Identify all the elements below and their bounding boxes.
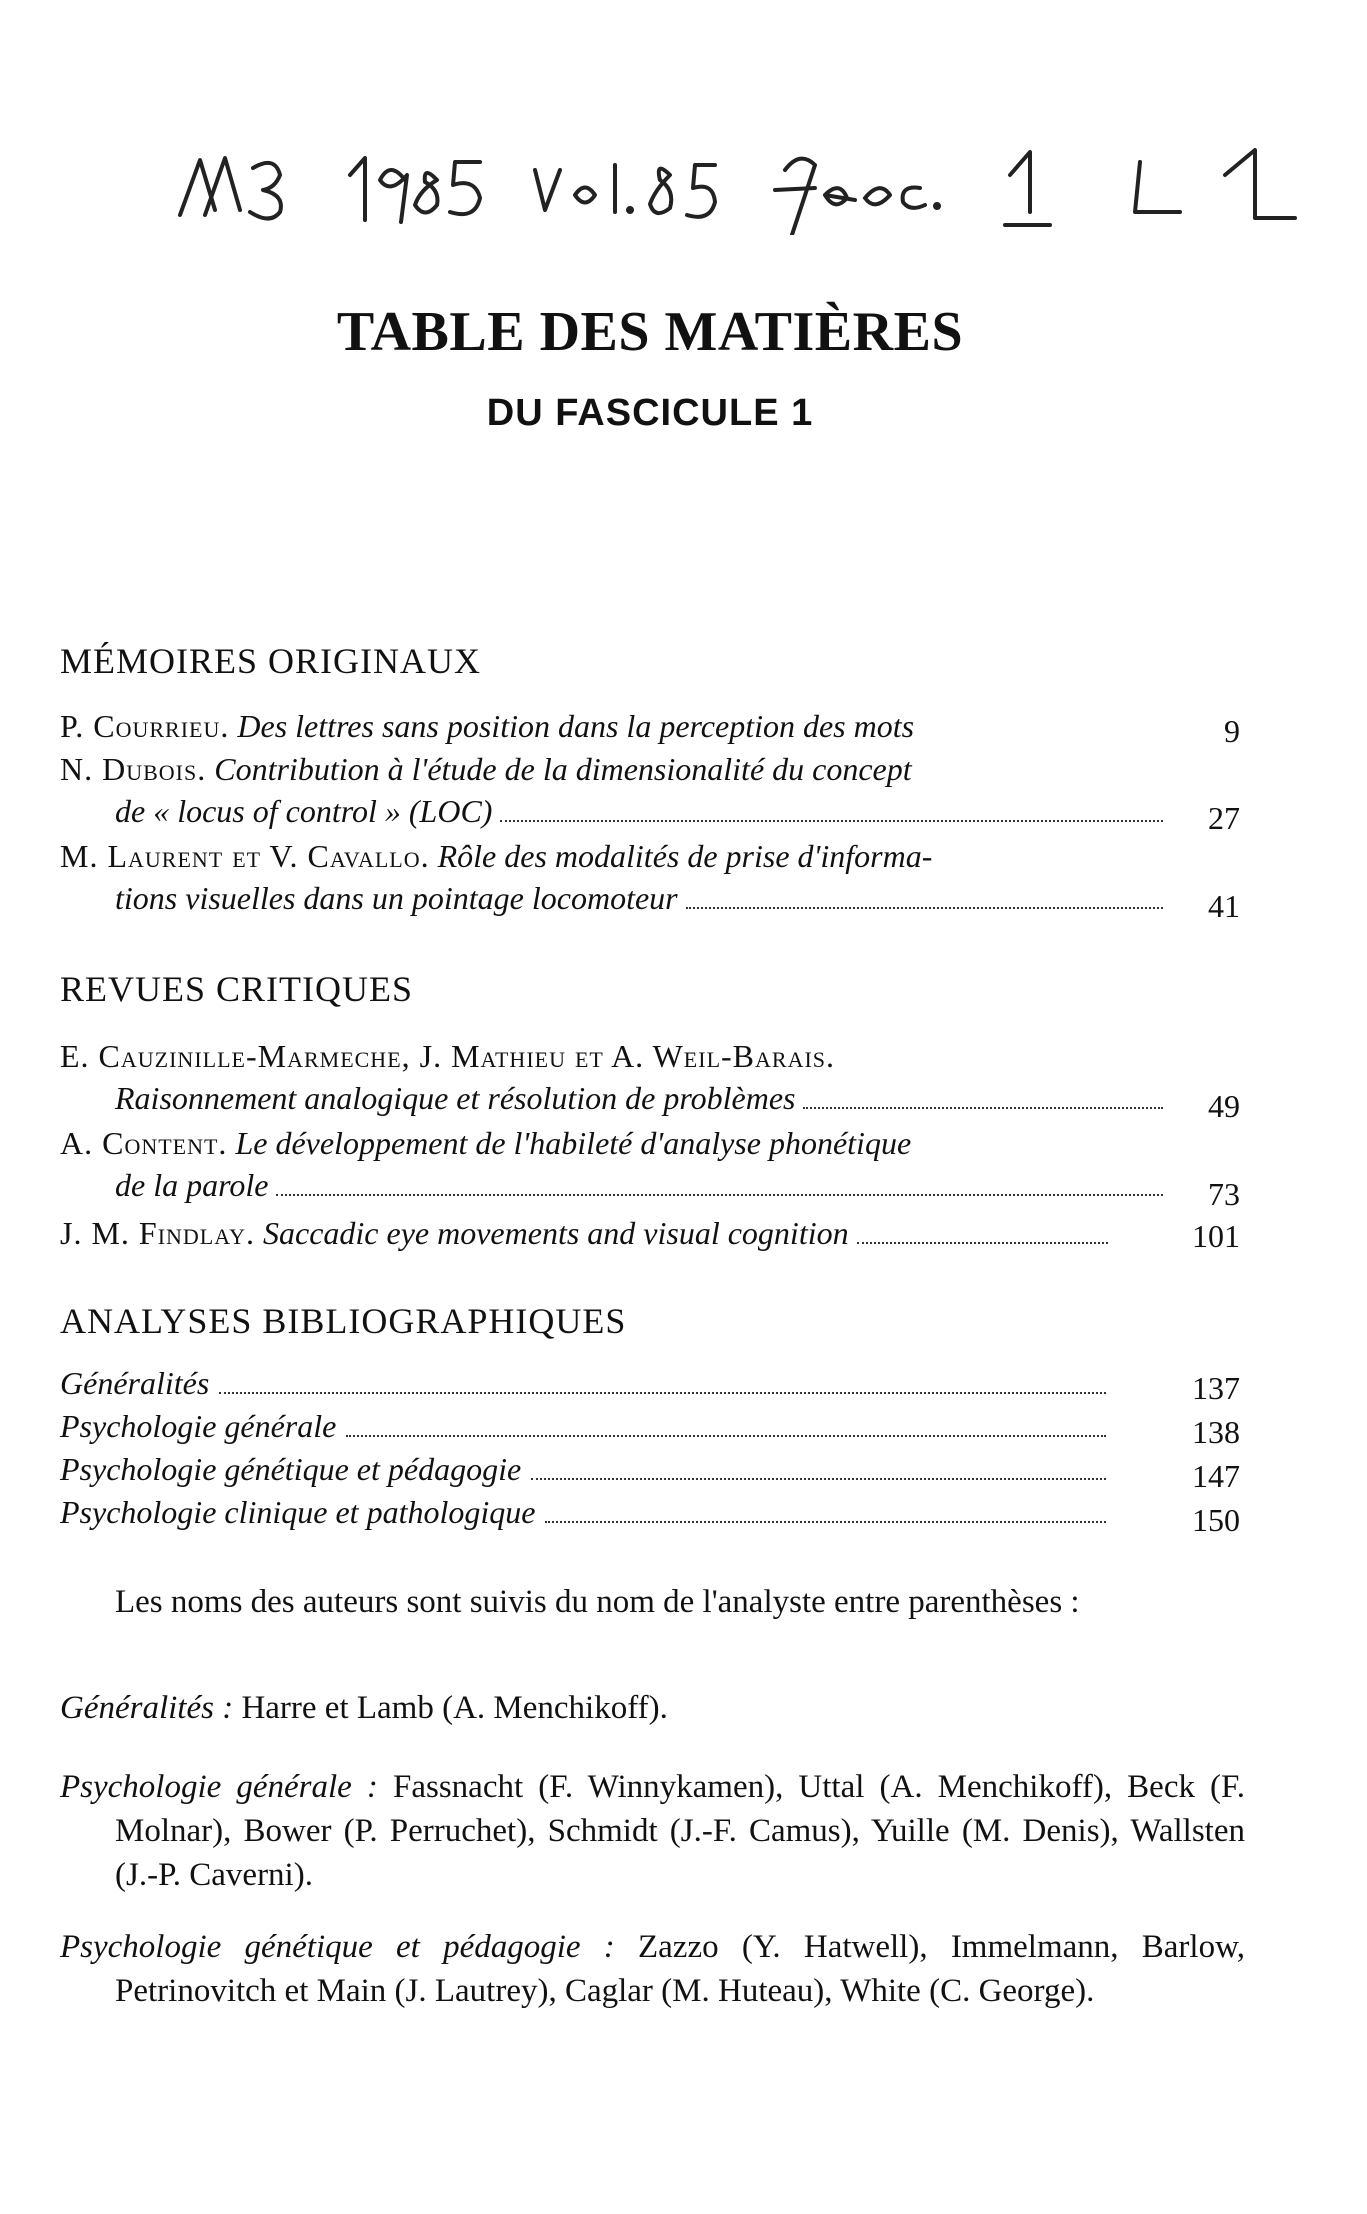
leader-dots: [857, 1242, 1108, 1244]
biblio-entry: [60, 1365, 1245, 1402]
biblio-label: Généralités: [60, 1365, 210, 1401]
biblio-entry: [60, 1494, 1245, 1531]
entry-page-number: 49: [1208, 1088, 1240, 1124]
entry-title-continued: Raisonnement analogique et résolution de problèmes: [115, 1080, 796, 1116]
note-category-text: Zazzo (Y. Hatwell), Immelmann, Barlow, Petrinovitch et Main (J. Lautrey), Caglar (M. Huteau), White (C. George).: [115, 1929, 1246, 2009]
entry-title: Contribution à l'étude de la dimensionalité du concept: [214, 751, 912, 787]
page-title: TABLE DES MATIÈRES: [336, 301, 964, 363]
entry-page-number: 27: [1208, 800, 1240, 836]
section-heading-analyses: ANALYSES BIBLIOGRAPHIQUES: [60, 1301, 627, 1341]
entry-page-number: 9: [1224, 713, 1240, 749]
page-subtitle: DU FASCICULE 1: [486, 392, 814, 434]
note-category-label: Généralités :: [60, 1690, 234, 1726]
entry-page-number: 137: [1192, 1370, 1240, 1406]
entry-title: Rôle des modalités de prise d'informa-: [437, 838, 933, 874]
leader-dots: [346, 1435, 1106, 1437]
biblio-label: Psychologie générale: [60, 1408, 337, 1444]
entry-page-number: 73: [1208, 1176, 1240, 1212]
note-category-text: Harre et Lamb (A. Menchikoff).: [241, 1690, 668, 1726]
section-heading-memoires: MÉMOIRES ORIGINAUX: [60, 641, 481, 681]
entry-title: Des lettres sans position dans la perception des mots: [237, 708, 915, 744]
entry-author: N. Dubois.: [60, 751, 207, 787]
entry-author: M. Laurent et V. Cavallo.: [60, 838, 430, 874]
handwritten-annotation: [175, 140, 1355, 235]
leader-dots: [531, 1478, 1106, 1480]
biblio-entry: [60, 1451, 1245, 1488]
note-category-text: Fassnacht (F. Winnykamen), Uttal (A. Menchikoff), Beck (F. Molnar), Bower (P. Perruchet), Schmidt (J.-F. Camus), Yuille (M. Denis), Wallsten (J.-P. Caverni).: [115, 1769, 1246, 1893]
toc-entry: [60, 1212, 1245, 1254]
entry-page-number: 101: [1192, 1218, 1240, 1254]
biblio-label: Psychologie génétique et pédagogie: [60, 1451, 522, 1487]
toc-entry: [60, 748, 1245, 832]
entry-title: Saccadic eye movements and visual cognition: [263, 1215, 849, 1251]
entry-author: E. Cauzinille-Marmeche, J. Mathieu et A. Weil-Barais.: [60, 1038, 836, 1074]
biblio-label: Psychologie clinique et pathologique: [60, 1494, 536, 1530]
toc-entry: [60, 1122, 1245, 1206]
entry-title-continued: tions visuelles dans un pointage locomoteur: [115, 880, 678, 916]
leader-dots: [219, 1392, 1106, 1394]
note-generalites: [60, 1686, 1245, 1730]
leader-dots: [545, 1521, 1106, 1523]
entry-page-number: 138: [1192, 1414, 1240, 1450]
note-intro: Les noms des auteurs sont suivis du nom de l'analyste entre parenthèses :: [115, 1584, 1080, 1620]
note-generale: [60, 1765, 1245, 1897]
note-genetique: [60, 1925, 1245, 2013]
toc-entry: [60, 835, 1245, 919]
note-category-label: Psychologie générale :: [60, 1769, 378, 1805]
entry-author: A. Content.: [60, 1125, 228, 1161]
leader-dots: [686, 907, 1163, 909]
entry-author: P. Courrieu.: [60, 708, 230, 744]
entry-page-number: 41: [1208, 888, 1240, 924]
biblio-entry: [60, 1408, 1245, 1445]
leader-dots: [803, 1107, 1163, 1109]
entry-title-continued: de la parole: [115, 1167, 269, 1203]
toc-entry: [60, 1035, 1245, 1119]
entry-page-number: 150: [1192, 1502, 1240, 1538]
entry-title: Le développement de l'habileté d'analyse phonétique: [235, 1125, 912, 1161]
entry-title-continued: de « locus of control » (LOC): [115, 793, 493, 829]
handwriting-drawing: [175, 140, 1355, 235]
leader-dots: [276, 1194, 1163, 1196]
section-heading-revues: REVUES CRITIQUES: [60, 969, 414, 1009]
entry-author: J. M. Findlay.: [60, 1215, 255, 1251]
entry-page-number: 147: [1192, 1458, 1240, 1494]
toc-entry: [60, 705, 1245, 747]
leader-dots: [500, 820, 1163, 822]
note-category-label: Psychologie génétique et pédagogie :: [60, 1929, 615, 1965]
